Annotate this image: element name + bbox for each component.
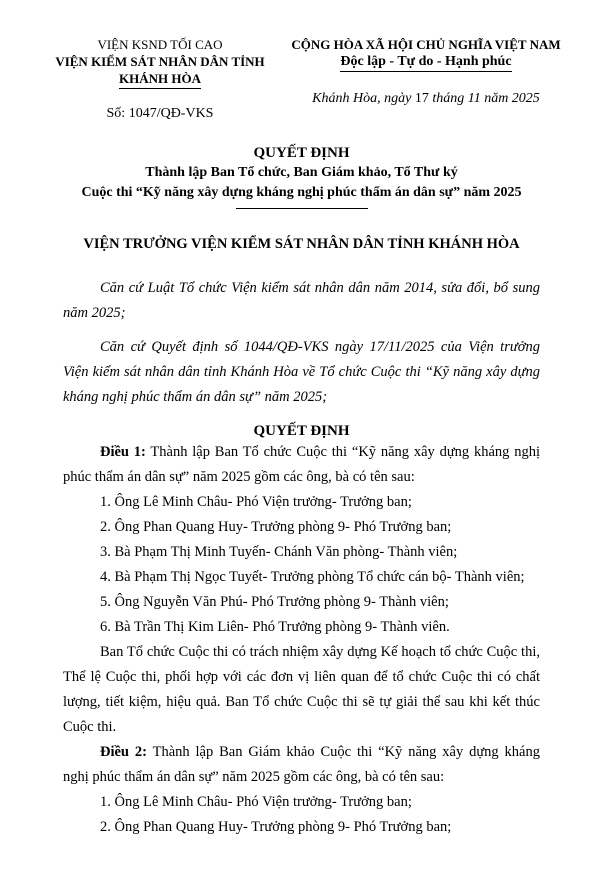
doc-number: Số: 1047/QĐ-VKS <box>106 106 214 121</box>
article-2-member-1: 1. Ông Lê Minh Châu- Phó Viện trưởng- Trưởng ban; <box>100 794 412 810</box>
article-1-member-6: 6. Bà Trần Thị Kim Liên- Phó Trưởng phòng 9- Thành viên. <box>100 619 450 635</box>
national-motto: Độc lập - Tự do - Hạnh phúc <box>280 53 572 72</box>
article-2-member-2: 2. Ông Phan Quang Huy- Trưởng phòng 9- Phó Trưởng ban; <box>100 819 452 835</box>
article-1-member-4: 4. Bà Phạm Thị Ngọc Tuyết- Trưởng phòng Tổ chức cán bộ- Thành viên; <box>100 569 525 585</box>
national-header-block <box>280 36 572 122</box>
article-2-opening: Điều 2: Thành lập Ban Giám khảo Cuộc thi “Kỹ năng xây dựng kháng nghị phúc thẩm án dân sự” năm 2025 gồm các ông, bà có tên sau: <box>63 744 540 785</box>
title-separator-line <box>236 208 368 209</box>
document-header <box>53 36 572 122</box>
org-province: KHÁNH HÒA <box>53 70 267 89</box>
national-title: CỘNG HÒA XÃ HỘI CHỦ NGHĨA VIỆT NAM <box>291 37 561 52</box>
preamble-paragraph-1: Căn cứ Luật Tổ chức Viện kiểm sát nhân dân năm 2014, sửa đổi, bổ sung năm 2025; <box>63 280 540 321</box>
decision-heading: QUYẾT ĐỊNH <box>253 423 350 439</box>
article-1-note: Ban Tổ chức Cuộc thi có trách nhiệm xây dựng Kế hoạch tổ chức Cuộc thi, Thể lệ Cuộc thi, phối hợp với các đơn vị liên quan để tổ chức Cuộc thi có chất lượng, tiết kiệm, hiệu quả. Ban Tổ chức Cuộc thi sẽ tự giải thể sau khi kết thúc Cuộc thi. <box>63 644 540 735</box>
issuer-heading: VIỆN TRƯỞNG VIỆN KIỂM SÁT NHÂN DÂN TỈNH KHÁNH HÒA <box>83 236 520 252</box>
org-name: VIỆN KIỂM SÁT NHÂN DÂN TỈNH <box>55 54 265 69</box>
place-date-line: Khánh Hòa, ngày 17 tháng 11 năm 2025 <box>312 91 540 106</box>
preamble <box>63 276 540 410</box>
preamble-paragraph-2: Căn cứ Quyết định số 1044/QĐ-VKS ngày 17/11/2025 của Viện trưởng Viện kiểm sát nhân dân tỉnh Khánh Hòa về Tổ chức Cuộc thi “Kỹ năng xây dựng kháng nghị phúc thẩm án dân sự” năm 2025; <box>63 339 540 405</box>
title-block <box>63 143 540 209</box>
article-2-label: Điều 2: <box>100 744 147 760</box>
doc-title-line1: Thành lập Ban Tổ chức, Ban Giám khảo, Tổ Thư ký <box>145 165 458 180</box>
article-1-member-5: 5. Ông Nguyễn Văn Phú- Phó Trưởng phòng 9- Thành viên; <box>100 594 449 610</box>
article-1-opening: Điều 1: Thành lập Ban Tổ chức Cuộc thi “Kỹ năng xây dựng kháng nghị phúc thẩm án dân sự” năm 2025 gồm các ông, bà có tên sau: <box>63 444 540 485</box>
article-2 <box>63 740 540 840</box>
doc-title-line2: Cuộc thi “Kỹ năng xây dựng kháng nghị phúc thẩm án dân sự” năm 2025 <box>81 185 522 200</box>
org-parent-name: VIỆN KSND TỐI CAO <box>97 37 223 52</box>
article-1-label: Điều 1: <box>100 444 146 460</box>
article-1 <box>63 440 540 740</box>
article-1-member-3: 3. Bà Phạm Thị Minh Tuyến- Chánh Văn phòng- Thành viên; <box>100 544 458 560</box>
article-1-member-1: 1. Ông Lê Minh Châu- Phó Viện trưởng- Trưởng ban; <box>100 494 412 510</box>
article-1-member-2: 2. Ông Phan Quang Huy- Trưởng phòng 9- Phó Trưởng ban; <box>100 519 452 535</box>
doc-type-heading: QUYẾT ĐỊNH <box>253 145 350 161</box>
issuing-org-block <box>53 36 267 122</box>
date-day: 17 <box>414 91 429 106</box>
